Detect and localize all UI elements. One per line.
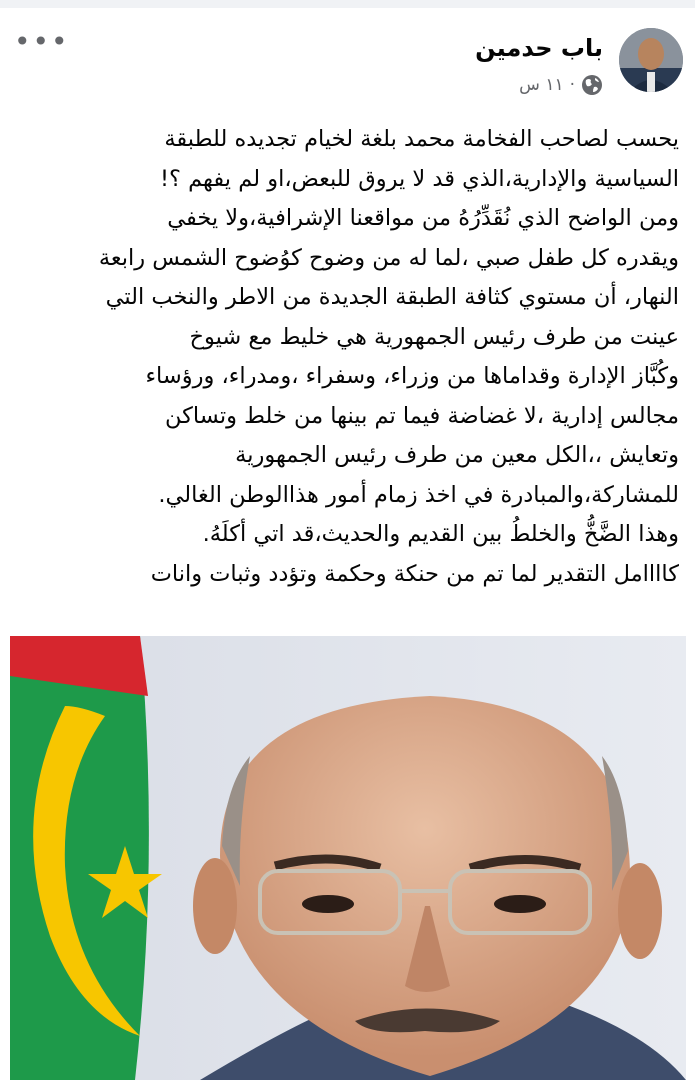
post-header bbox=[0, 10, 695, 110]
post-line: وتعايش ،،الكل معين من طرف رئيس الجمهورية bbox=[235, 442, 679, 468]
post-line: وهذا الضَّخُّ والخلطُ بين القديم والحديث،قد اتي أكلَهُ. bbox=[202, 521, 679, 547]
post-line: عينت من طرف رئيس الجمهورية هي خليط مع شيوخ bbox=[189, 323, 679, 350]
flag-graphic bbox=[10, 636, 162, 1080]
post-text bbox=[14, 120, 679, 594]
post-line: النهار، أن مستوي كثافة الطبقة الجديدة من الاطر والنخب التي bbox=[105, 284, 679, 310]
post-photo[interactable] bbox=[10, 636, 686, 1080]
post-line: ويقدره كل طفل صبي ،لما له من وضوح كوُضوح الشمس رابعة bbox=[98, 244, 679, 271]
post-meta bbox=[519, 74, 603, 96]
post-line: للمشاركة،والمبادرة في اخذ زمام أمور هذاالوطن الغالي. bbox=[158, 481, 679, 508]
meta-separator: · bbox=[569, 75, 575, 95]
post-line: السياسية والإدارية،الذي قد لا يروق للبعض،او لم يفهم ؟! bbox=[159, 165, 679, 192]
author-name[interactable]: باب حدمين bbox=[475, 34, 603, 62]
feed-top-divider bbox=[0, 0, 695, 8]
post-line: وكُبَّاز الإدارة وقداماها من وزراء، وسفراء ،ومدراء، ورؤساء bbox=[145, 363, 679, 389]
globe-icon bbox=[581, 74, 603, 96]
post-line: يحسب لصاحب الفخامة محمد بلغة لخيام تجديده للطبقة bbox=[164, 126, 679, 152]
post-time[interactable]: ١١ س bbox=[519, 75, 564, 95]
author-avatar[interactable] bbox=[619, 28, 683, 92]
post-line: كاااامل التقدير لما تم من حنكة وحكمة وتؤدد وثبات وانات bbox=[150, 560, 679, 587]
more-options-icon[interactable]: ••• bbox=[14, 25, 70, 58]
post-line: مجالس إدارية ،لا غضاضة فيما تم بينها من خلط وتساكن bbox=[165, 402, 679, 429]
post-line: ومن الواضح الذي نُقَدِّرُهُ من مواقعنا الإشرافية،ولا يخفي bbox=[167, 205, 679, 231]
